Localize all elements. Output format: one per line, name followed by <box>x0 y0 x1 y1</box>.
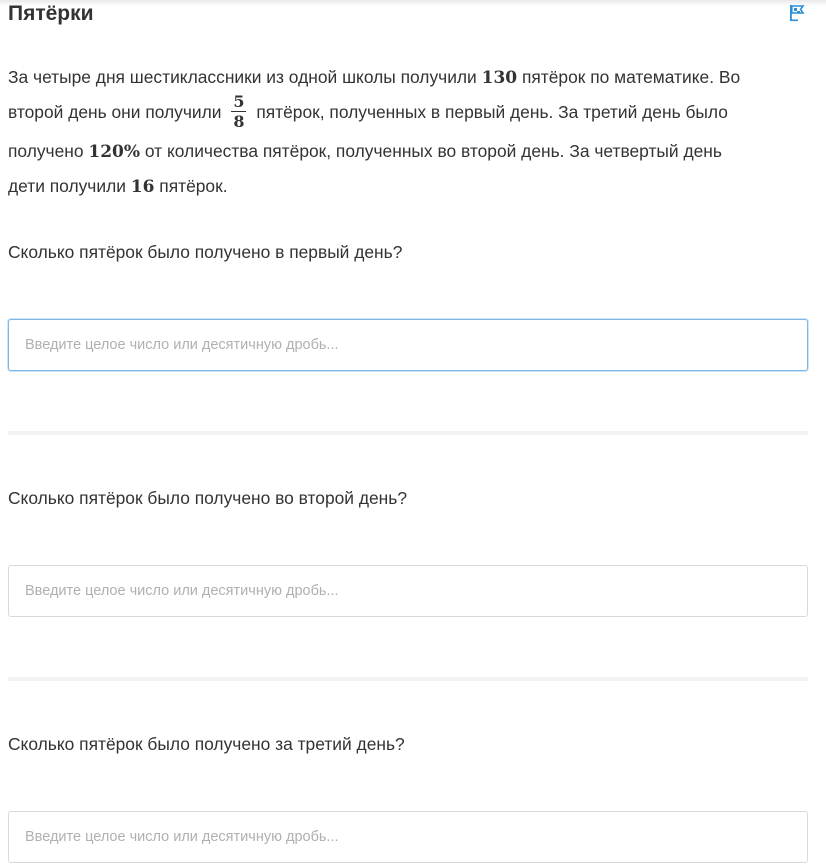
number-130: 130 <box>481 68 518 88</box>
problem-text: дети получили <box>8 176 131 196</box>
answer-1-input[interactable] <box>8 319 808 371</box>
question-1-text: Сколько пятёрок было получено в первый день? <box>8 242 403 262</box>
section-divider <box>8 677 808 681</box>
problem-text: от количества пятёрок, полученных во второй день. За четвертый день <box>140 141 722 161</box>
problem-text: За четыре дня шестиклассники из одной школы получили <box>8 67 482 87</box>
header-shadow <box>0 0 826 6</box>
problem-text: пятёрок, полученных в первый день. За третий день было <box>251 102 728 122</box>
number-16: 16 <box>130 177 155 197</box>
fraction-numerator: 5 <box>233 91 245 111</box>
section-divider <box>8 431 808 435</box>
question-3-text: Сколько пятёрок было получено за третий день? <box>8 734 405 754</box>
answer-3-input[interactable] <box>8 811 808 863</box>
page-title: Пятёрки <box>8 2 94 25</box>
problem-text: пятёрок по математике. Во <box>517 67 741 87</box>
problem-statement <box>8 60 818 204</box>
problem-line-2 <box>8 90 818 134</box>
problem-text: второй день они получили <box>8 102 227 122</box>
problem-text: получено <box>8 141 89 161</box>
problem-text: пятёрок. <box>154 176 228 196</box>
question-2-text: Сколько пятёрок было получено во второй день? <box>8 488 408 508</box>
flag-icon[interactable] <box>788 4 806 22</box>
fraction-denominator: 8 <box>233 111 245 131</box>
answer-2-input[interactable] <box>8 565 808 617</box>
number-120-percent: 120% <box>88 142 141 162</box>
fraction-5-8 <box>231 92 246 131</box>
